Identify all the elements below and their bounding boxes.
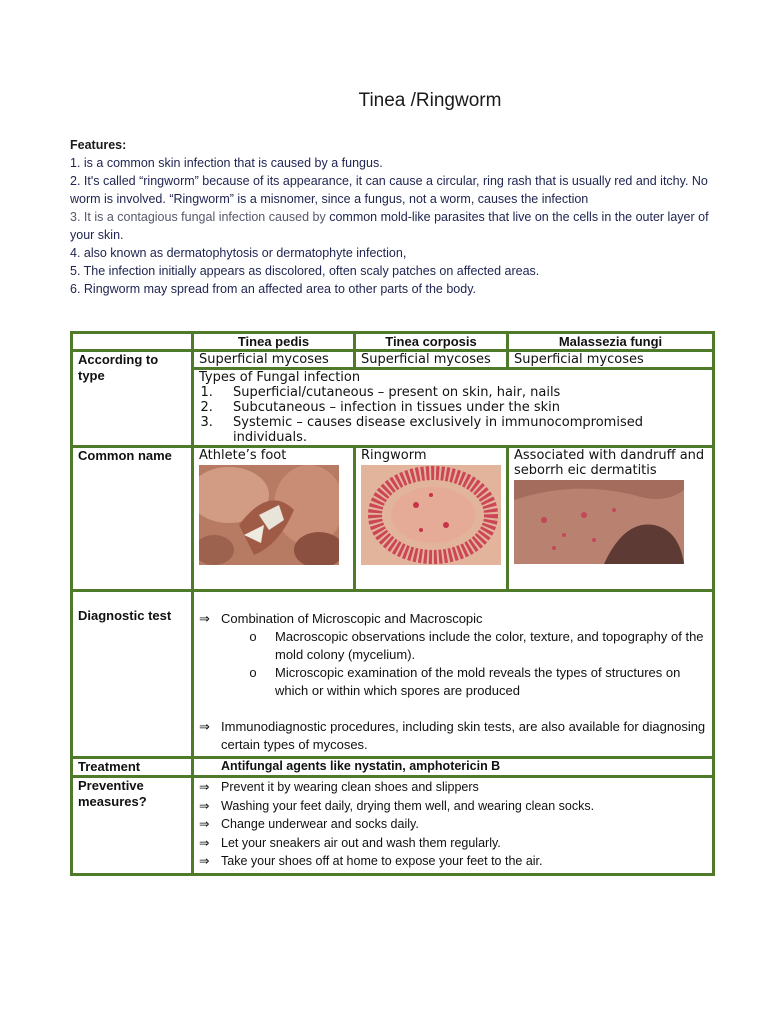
- features-section: [70, 136, 710, 298]
- column-tinea-pedis: Tinea pedis: [193, 333, 355, 351]
- features-heading: Features:: [70, 138, 127, 152]
- malassezia-photo: [514, 480, 684, 564]
- type-cell: Superficial mycoses: [355, 351, 508, 369]
- fungal-types-cell: [193, 369, 714, 447]
- column-malassezia-fungi: Malassezia fungi: [508, 333, 714, 351]
- common-name-text: Athlete’s foot: [199, 448, 287, 463]
- feature-3-end: common mold-like parasites that live on the cells in the outer layer of your skin: [70, 210, 709, 242]
- feature-5: 5. The infection initially appears as discolored, often scaly patches on affected areas.: [70, 264, 540, 278]
- list-item: ⇒ Take your shoes off at home to expose your feet to the air.: [199, 852, 707, 871]
- diagnostic-cell: [193, 591, 714, 758]
- diagnostic-main-1: ⇒ Combination of Microscopic and Macroscopic: [199, 611, 483, 626]
- list-item: ⇒ Prevent it by wearing clean shoes and slippers: [199, 778, 707, 797]
- list-item: ⇒ Let your sneakers air out and wash them regularly.: [199, 834, 707, 853]
- row-label-diagnostic-test: Diagnostic test: [72, 591, 193, 758]
- table-header-row: [72, 333, 714, 351]
- right-arrow-icon: ⇒: [199, 780, 210, 794]
- row-label-preventive-measures: Preventive measures?: [72, 777, 193, 875]
- common-name-text: Associated with dandruff and seborrh eic dermatitis: [514, 448, 705, 478]
- table-row: [72, 351, 714, 369]
- common-name-text: Ringworm: [361, 448, 427, 463]
- comparison-table: [70, 331, 715, 876]
- list-item: ⇒ Washing your feet daily, drying them well, and wearing clean socks.: [199, 797, 707, 816]
- row-label-treatment: Treatment: [72, 758, 193, 777]
- common-name-cell: [355, 447, 508, 591]
- feature-6: 6. Ringworm may spread from an affected area to other parts of the body.: [70, 282, 476, 296]
- fungal-types-title: Types of Fungal infection: [199, 370, 361, 385]
- type-cell: Superficial mycoses: [193, 351, 355, 369]
- feature-1: 1. is a common skin infection that is caused by a fungus.: [70, 156, 383, 170]
- row-label-common-name: Common name: [72, 447, 193, 591]
- type-cell: Superficial mycoses: [508, 351, 714, 369]
- table-row: [72, 777, 714, 875]
- circle-bullet-icon: o: [249, 665, 257, 680]
- right-arrow-icon: ⇒: [199, 611, 210, 626]
- feature-3-start: 3. It is a contagious fungal infection caused by: [70, 210, 330, 224]
- common-name-cell: [193, 447, 355, 591]
- table-row: [72, 758, 714, 777]
- right-arrow-icon: ⇒: [199, 798, 210, 813]
- right-arrow-icon: ⇒: [199, 817, 210, 831]
- table-row: [72, 447, 714, 591]
- athletes-foot-photo: [199, 465, 339, 565]
- diagnostic-sub-2: o Microscopic examination of the mold reveals the types of structures on which or within which spores are produced: [249, 665, 681, 698]
- diagnostic-sub-1: o Macroscopic observations include the color, texture, and topography of the mold colony (mycelium).: [249, 629, 704, 662]
- fungal-types-list: [199, 385, 707, 445]
- diagnostic-main-2: ⇒ Immunodiagnostic procedures, including skin tests, are also available for diagnosing certain types of mycoses.: [199, 719, 706, 752]
- preventive-cell: [193, 777, 714, 875]
- ringworm-photo: [361, 465, 501, 565]
- empty-header-cell: [72, 333, 193, 351]
- right-arrow-icon: ⇒: [199, 719, 210, 734]
- right-arrow-icon: ⇒: [199, 835, 210, 850]
- circle-bullet-icon: o: [249, 629, 257, 644]
- column-tinea-corposis: Tinea corposis: [355, 333, 508, 351]
- treatment-cell: Antifungal agents like nystatin, amphotericin B: [193, 758, 714, 777]
- list-item: 2. Subcutaneous – infection in tissues under the skin: [217, 400, 707, 415]
- list-item: 1. Superficial/cutaneous – present on skin, hair, nails: [217, 385, 707, 400]
- feature-2: 2. It's called “ringworm” because of its appearance, it can cause a circular, ring rash that is usually red and itchy. No worm is involved. “Ringworm” is a misnomer, since a fungus, not a worm, causes the infection: [70, 174, 708, 206]
- row-label-according-to-type: According to type: [72, 351, 193, 447]
- page-title: Tinea /Ringworm: [358, 90, 502, 111]
- list-item: ⇒ Change underwear and socks daily.: [199, 815, 707, 834]
- common-name-cell: [508, 447, 714, 591]
- table-row: [72, 591, 714, 758]
- feature-3: 3. It is a contagious fungal infection caused by common mold-like parasites that live on the cells in the outer layer of your skin.: [70, 210, 709, 242]
- feature-4: 4. also known as dermatophytosis or dermatophyte infection,: [70, 246, 407, 260]
- list-item: 3. Systemic – causes disease exclusively in immunocompromised individuals.: [217, 415, 707, 445]
- right-arrow-icon: ⇒: [199, 854, 210, 868]
